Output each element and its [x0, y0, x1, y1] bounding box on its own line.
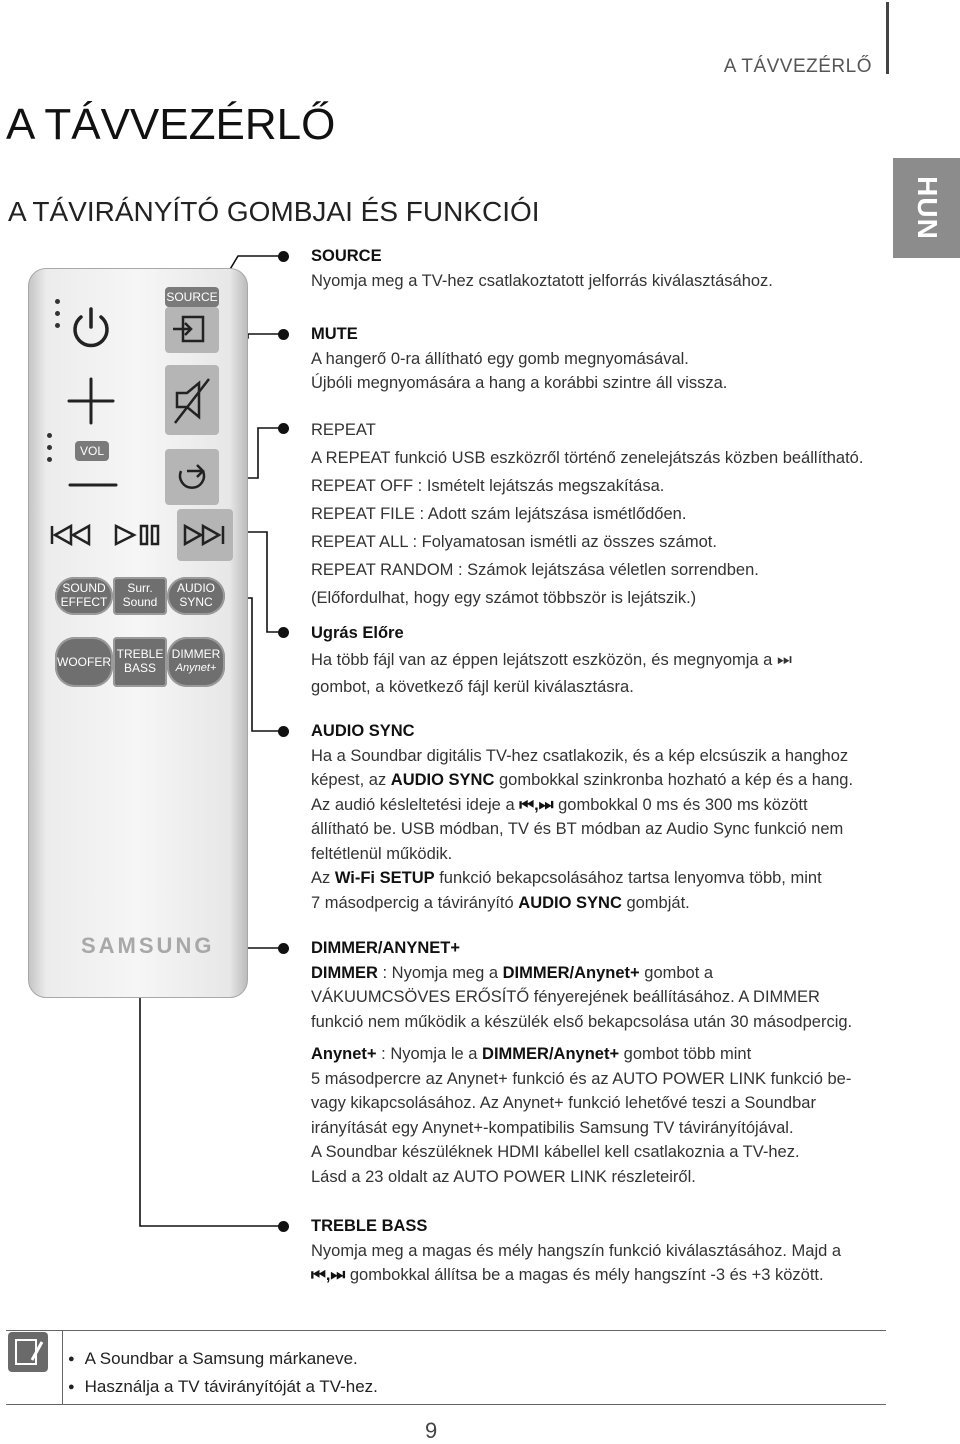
indicator-dots	[55, 299, 61, 335]
bullet	[278, 423, 289, 434]
note-icon	[6, 1330, 50, 1379]
repeat-icon	[165, 449, 219, 505]
samsung-logo: SAMSUNG	[81, 933, 215, 958]
treble-bass-button[interactable]: TREBLE BASS	[113, 637, 167, 687]
dimmer-anynet-button[interactable]: DIMMER Anynet+	[167, 637, 225, 687]
power-icon[interactable]	[69, 305, 113, 358]
section-dimmer: DIMMER/ANYNET+ DIMMER : Nyomja meg a DIMMER/Anynet+ gombot a VÁKUUMCSÖVES ERŐSÍTŐ fényerejének beállításához. A DIMMER funkció nem működik a készülék első bekapcsolása után 30 másodpercig. Anynet+ : Nyomja le a DIMMER/Anynet+ gombot több mint 5 másodpercre az Anynet+ funkció és az AUTO POWER LINK funkció be- vagy kikapcsolásához. Az Anynet+ funkció lehetővé teszi a Soundbar irányítását egy Anynet+-kompatibilis Samsung TV távirányítójával. A Soundbar készüléknek HDMI kábellel kell csatlakoznia a TV-hez. Lásd a 23 oldalt az AUTO POWER LINK részleteiről.	[311, 939, 853, 1186]
bullet	[278, 251, 289, 262]
section-source: SOURCE Nyomja meg a TV-hez csatlakoztatott jelforrás kiválasztásához.	[311, 247, 773, 290]
plus-icon[interactable]	[65, 375, 117, 432]
bullet	[278, 329, 289, 340]
notes-bottom-rule	[6, 1404, 886, 1405]
sound-effect-button[interactable]: SOUND EFFECT	[55, 577, 113, 615]
page-title: A TÁVVEZÉRLŐ	[6, 100, 336, 149]
minus-icon[interactable]	[67, 477, 119, 495]
vol-label: VOL	[75, 441, 109, 461]
prev-icon[interactable]	[49, 523, 97, 552]
mute-button[interactable]	[165, 365, 219, 435]
next-button[interactable]	[177, 509, 233, 561]
bullet	[278, 943, 289, 954]
prev-next-icons: ⏮,⏭	[311, 1266, 346, 1284]
source-label: SOURCE	[165, 287, 219, 307]
section-subtitle: A TÁVIRÁNYÍTÓ GOMBJAI ÉS FUNKCIÓI	[8, 196, 540, 227]
audio-sync-button[interactable]: AUDIO SYNC	[167, 577, 225, 615]
section-audio-sync: AUDIO SYNC Ha a Soundbar digitális TV-hez csatlakozik, és a kép elcsúszik a hanghoz képest, az AUDIO SYNC gombokkal szinkronba hozható a kép és a hang. Az audió késleltetési ideje a ⏮,⏭ gombokkal 0 ms és 300 ms között állítható be. USB módban, TV és BT módban az Audio Sync funkció nem feltétlenül működik. Az Wi-Fi SETUP funkció bekapcsolásához tartsa lenyomva több, mint 7 másodpercig a távirányító AUDIO SYNC gombját.	[311, 722, 854, 912]
section-repeat: REPEAT A REPEAT funkció USB eszközről történő zenelejátszás közben beállítható. REPEAT OFF : Ismételt lejátszás megszakítása. REPEAT FILE : Adott szám lejátszása ismétlődően. REPEAT ALL : Folyamatosan ismétli az összes számot. REPEAT RANDOM : Számok lejátszása véletlen sorrendben. (Előfordulhat, hogy egy számot többször is lejátszik.)	[311, 421, 864, 607]
next-icon	[177, 509, 233, 561]
language-tab: HUN	[893, 158, 960, 258]
bullet	[278, 627, 289, 638]
running-header: A TÁVVEZÉRLŐ	[723, 56, 872, 77]
note-item: ● A Soundbar a Samsung márkaneve.	[68, 1345, 378, 1373]
note-item: ● Használja a TV távirányítóját a TV-hez.	[68, 1373, 378, 1401]
bullet	[278, 726, 289, 737]
remote-control	[28, 268, 248, 998]
repeat-button[interactable]	[165, 449, 219, 505]
woofer-button[interactable]: WOOFER	[55, 637, 113, 687]
mute-icon	[165, 365, 219, 435]
play-pause-icon[interactable]	[113, 523, 163, 552]
section-skip: Ugrás Előre Ha több fájl van az éppen lejátszott eszközön, és megnyomja a ⏭ gombot, a következő fájl kerül kiválasztásra.	[311, 624, 792, 696]
vol-dots	[47, 433, 53, 469]
section-treble-bass: TREBLE BASS Nyomja meg a magas és mély hangszín funkció kiválasztásához. Majd a ⏮,⏭ gombokkal állítsa be a magas és mély hangszínt -3 és +3 között.	[311, 1217, 842, 1284]
next-icon: ⏭	[776, 651, 792, 669]
bullet	[278, 1221, 289, 1232]
page-number: 9	[425, 1418, 438, 1443]
section-mute: MUTE A hangerő 0-ra állítható egy gomb megnyomásával. Újbóli megnyomására a hang a korábbi szintre áll vissza.	[311, 325, 728, 392]
source-button[interactable]	[165, 307, 219, 353]
source-icon	[165, 307, 219, 353]
notes-list	[68, 1345, 378, 1401]
prev-next-icons: ⏮,⏭	[519, 795, 554, 814]
notes-divider	[62, 1330, 63, 1404]
notes-top-rule	[6, 1330, 886, 1331]
surr-sound-button[interactable]: Surr. Sound	[113, 577, 167, 615]
